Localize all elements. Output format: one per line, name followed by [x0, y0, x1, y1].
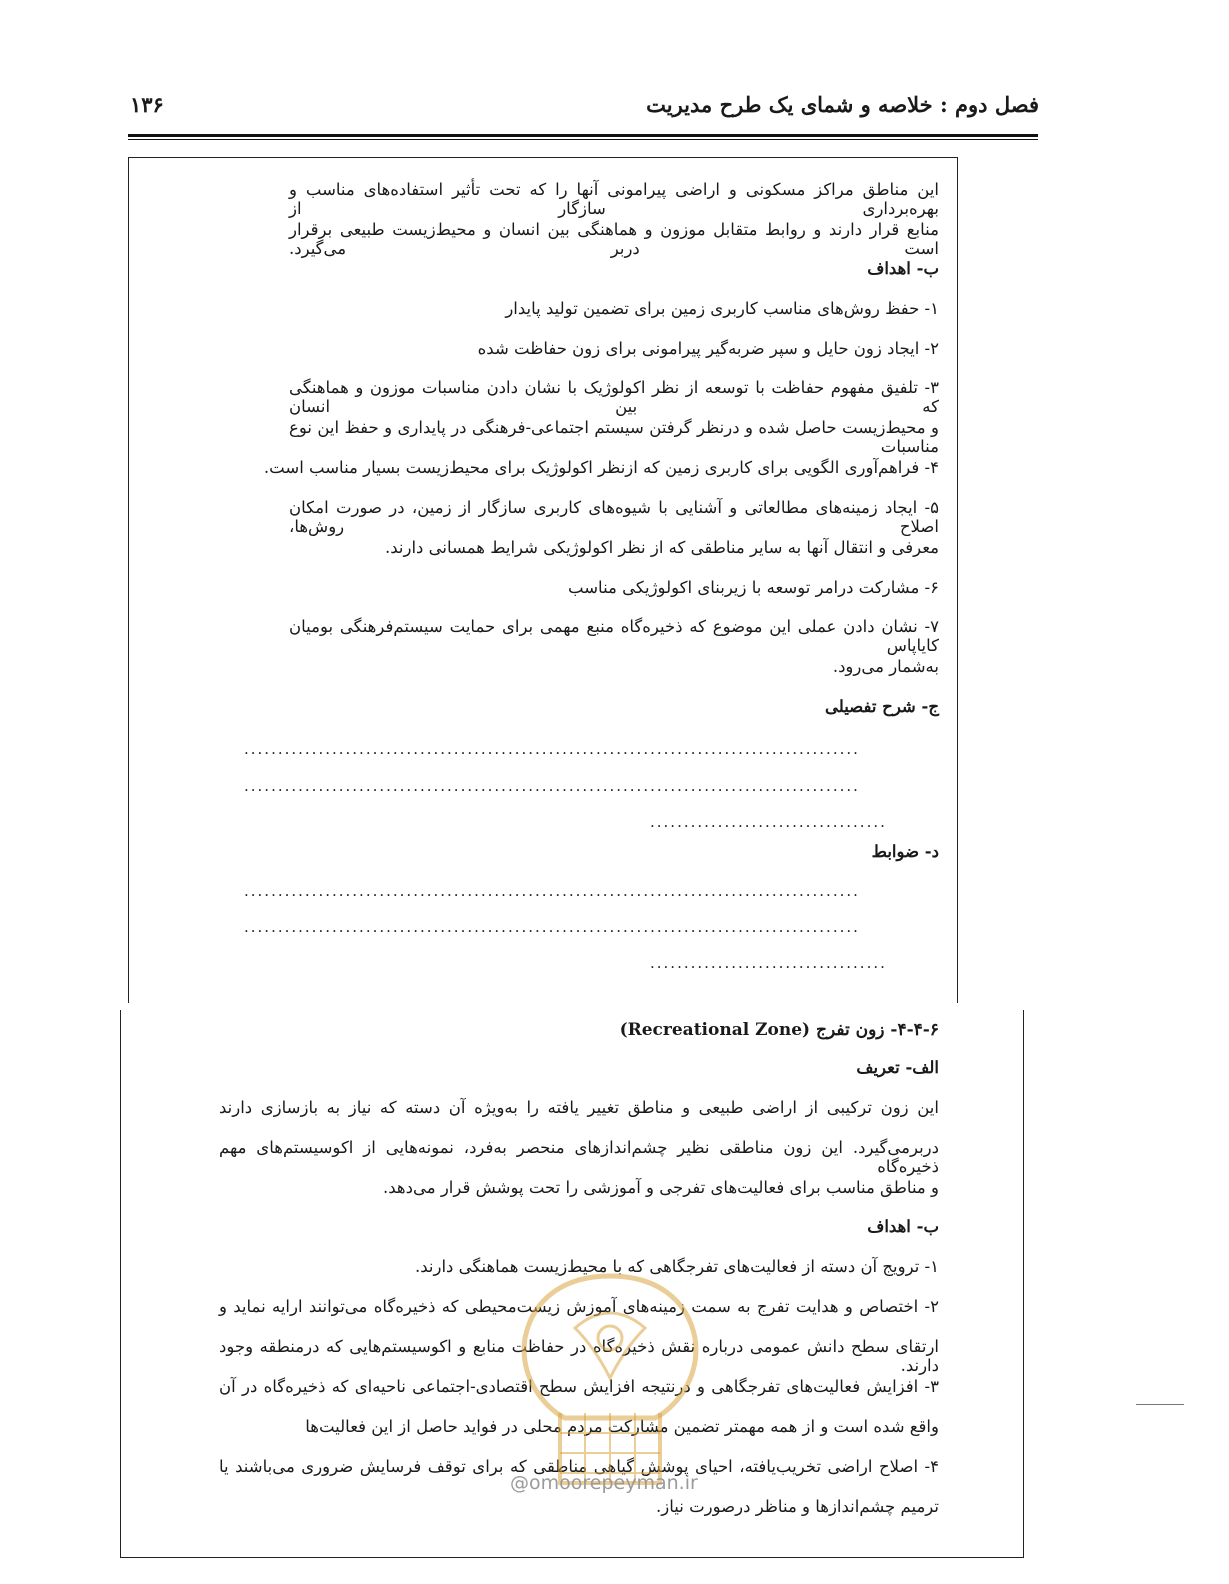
goal-item-5-line-2: معرفی و انتقال آنها به سایر مناطقی که از نظر اکولوژیکی شرایط همسانی دارند.	[384, 538, 939, 557]
blank-line: ...........................................................................................	[244, 740, 860, 758]
definition-heading: الف- تعریف	[856, 1058, 939, 1077]
goal-item-6: ۶- مشارکت درامر توسعه با زیربنای اکولوژیکی مناسب	[568, 578, 939, 597]
rules-heading: د- ضوابط	[871, 842, 939, 861]
goal-item-3-line-2: و محیط‌زیست حاصل شده و درنظر گرفتن سیستم اجتماعی-فرهنگی در پایداری و حفظ این نوع مناسبات	[289, 418, 939, 456]
section-goal-4-line-2: ترمیم چشم‌اندازها و مناظر درصورت نیاز.	[656, 1497, 939, 1516]
blank-line: ...................................	[650, 954, 887, 972]
goal-item-7-line-2: به‌شمار می‌رود.	[832, 657, 939, 676]
detail-heading: ج- شرح تفصیلی	[824, 697, 939, 716]
watermark-site: @omoorepeyman.ir	[510, 1472, 698, 1494]
header-rule-thin	[128, 139, 1038, 140]
section-goal-2-line-1: ۲- اختصاص و هدایت تفرج به سمت زمینه‌های آموزش زیست‌محیطی که ذخیره‌گاه می‌توانند ارایه نماید و	[219, 1297, 939, 1316]
section-goal-3-line-1: ۳- افزایش فعالیت‌های تفرجگاهی و درنتیجه افزایش سطح اقتصادی-اجتماعی ناحیه‌ای که ذخیره‌گاه در آن	[219, 1377, 939, 1396]
margin-mark	[1136, 1404, 1184, 1405]
definition-line-1: این زون ترکیبی از اراضی طبیعی و مناطق تغییر یافته را به‌ویژه آن دسته که نیاز به بازسازی دارند	[219, 1098, 939, 1117]
intro-line-1: این مناطق مراکز مسکونی و اراضی پیرامونی آنها را که تحت تأثیر استفاده‌های مناسب و بهره‌برداری سازگار از	[289, 180, 939, 218]
header-rule	[128, 134, 1038, 137]
goals-heading: ب- اهداف	[867, 259, 939, 278]
goal-item-2: ۲- ایجاد زون حایل و سپر ضربه‌گیر پیرامونی برای زون حفاظت شده	[477, 339, 939, 358]
section-goal-1: ۱- ترویج آن دسته از فعالیت‌های تفرجگاهی که با محیط‌زیست هماهنگی دارند.	[414, 1257, 939, 1276]
blank-line: ...........................................................................................	[244, 777, 860, 795]
goal-item-1: ۱- حفظ روش‌های مناسب کاربری زمین برای تضمین تولید پایدار	[505, 299, 939, 318]
goal-item-3-line-1: ۳- تلفیق مفهوم حفاظت با توسعه از نظر اکولوژیک با نشان دادن مناسبات موزون و هماهنگی که بین انسان	[289, 378, 939, 416]
blank-line: ...................................	[650, 813, 887, 831]
goal-item-5-line-1: ۵- ایجاد زمینه‌های مطالعاتی و آشنایی با شیوه‌های کاربری سازگار از زمین، در صورت امکان اصلاح روش‌ها،	[289, 498, 939, 536]
blank-line: ...........................................................................................	[244, 918, 860, 936]
section-goal-4-line-1: ۴- اصلاح اراضی تخریب‌یافته، احیای پوشش گیاهی مناطقی که برای توقف فرسایش ضروری می‌باشند یا	[219, 1457, 939, 1476]
definition-line-3: و مناطق مناسب برای فعالیت‌های تفرجی و آموزشی را تحت پوشش قرار می‌دهد.	[383, 1178, 939, 1197]
page-number: ۱۳۶	[130, 92, 164, 117]
blank-line: ...........................................................................................	[244, 882, 860, 900]
chapter-title: فصل دوم : خلاصه و شمای یک طرح مدیریت	[646, 92, 1039, 117]
watermark-seal	[505, 1268, 715, 1498]
section-goal-2-line-2: ارتقای سطح دانش عمومی درباره نقش ذخیره‌گاه در حفاظت منابع و اکوسیستم‌هایی که درمنطقه وجود دارند.	[219, 1337, 939, 1375]
goal-item-7-line-1: ۷- نشان دادن عملی این موضوع که ذخیره‌گاه منبع مهمی برای حمایت سیستم‌فرهنگی بومیان کایاپاس	[289, 617, 939, 655]
section-goals-heading: ب- اهداف	[867, 1217, 939, 1236]
goal-item-4: ۴- فراهم‌آوری الگویی برای کاربری زمین که ازنظر اکولوژیک برای محیط‌زیست بسیار مناسب است.	[263, 458, 939, 477]
definition-line-2: دربرمی‌گیرد. این زون مناطقی نظیر چشم‌اندازهای منحصر به‌فرد، نمونه‌هایی از اکوسیستم‌های مهم ذخیره‌گاه	[219, 1138, 939, 1176]
section-goal-3-line-2: واقع شده است و از همه مهمتر تضمین مشارکت مردم محلی در فواید حاصل از این فعالیت‌ها	[305, 1417, 939, 1436]
intro-line-2: منابع قرار دارند و روابط متقابل موزون و هماهنگی بین انسان و محیط‌زیست طبیعی برقرار است دربر می‌گیرد.	[289, 220, 939, 258]
section-heading: ۴-۴-۶- زون تفرج (Recreational Zone)	[619, 1020, 939, 1040]
